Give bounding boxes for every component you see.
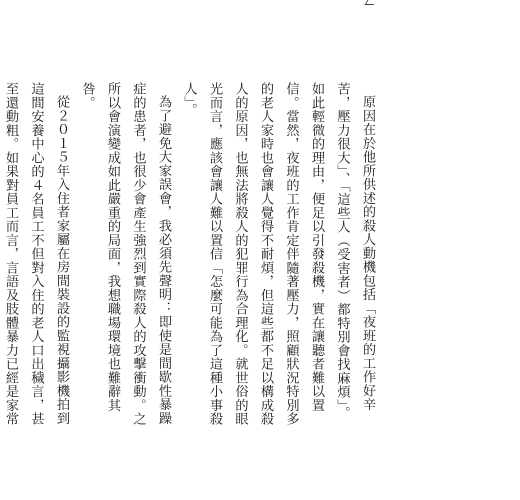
paragraph-3: 從２０１５年入住者家屬在房間裝設的監視攝影機拍到這間安養中心的４名員工不但對入住的老人口出穢言，甚至還動粗。如果對員工而言，言語及肢體暴力已經是家常 [3,82,69,426]
paragraph-1: 原因在於他所供述的殺人動機包括「夜班的工作好辛苦，壓力很大」、「這些人（受害者）都特別會找麻煩」。如此輕微的理由，便足以引發殺機，實在讓聽者難以置信。當然，夜班的工作肯定伴隨著壓力，照顧狀況特別多的老人家時也會讓人覺得不耐煩，但這些都不足以構成殺人的原因，也無法將殺人的犯罪行為合理化。就世俗的眼光而言，應該會讓人難以置信「怎麼可能為了這種小事殺人」。 [181,82,375,426]
page-top-mark [365,0,377,5]
vertical-text-block [0,82,380,427]
paragraph-2: 為了避免大家誤會，我必須先聲明：即使是間歇性暴躁症的患者，也很少會產生強烈到實際殺人的攻擊衝動。之所以會演變成如此嚴重的局面，我想職場環境也難辭其咎。 [79,82,171,426]
